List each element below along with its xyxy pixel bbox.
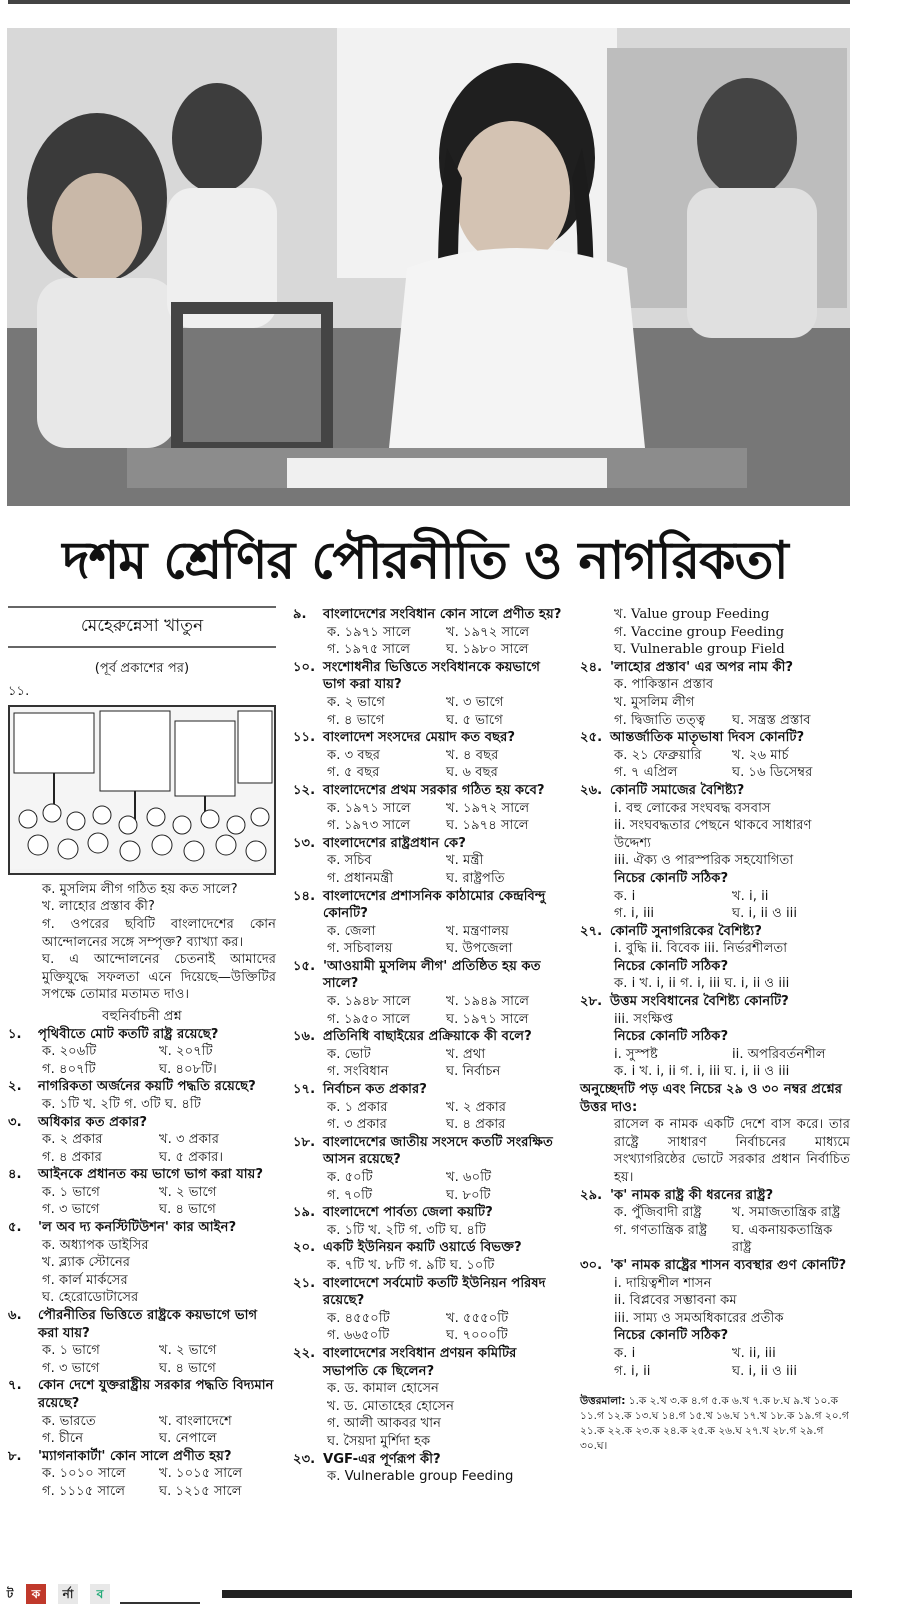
question-text: বাংলাদেশের প্রথম সরকার গঠিত হয় কবে? — [323, 782, 545, 798]
sub-question: নিচের কোনটি সঠিক? — [614, 958, 729, 974]
question-text: পৃথিবীতে মোট কতটি রাষ্ট্র রয়েছে? — [38, 1026, 219, 1042]
option-grid — [293, 694, 565, 729]
question-text: 'ক' নামক রাষ্ট্র কী ধরনের রাষ্ট্র? — [610, 1187, 774, 1203]
question-text: VGF-এর পূর্ণরূপ কী? — [323, 1451, 441, 1467]
sub-question: নিচের কোনটি সঠিক? — [614, 870, 729, 886]
question-text: বাংলাদেশ সংসদের মেয়াদ কত বছর? — [323, 730, 516, 746]
option-grid — [293, 993, 565, 1028]
question-text: কোনটি সুনাগরিকের বৈশিষ্ট্য? — [610, 923, 762, 939]
option-line: ক. i খ. i, ii গ. i, iii ঘ. i, ii ও iii — [614, 1064, 790, 1080]
question-number: ৬. — [8, 1308, 22, 1324]
question-number: ২৯. — [580, 1187, 603, 1203]
option-grid — [8, 1184, 276, 1219]
option: খ. ১০১৫ সালে — [159, 1466, 243, 1482]
mcq-item — [293, 1275, 565, 1345]
mcq-item — [8, 1307, 276, 1377]
question-line — [293, 888, 565, 923]
students-writing-exam-image — [7, 28, 850, 506]
mcq-list-col2 — [293, 606, 565, 1486]
option: ক. ৩ বছর — [327, 747, 380, 763]
statement-line: খ. ড. মোতাহের হোসেন — [327, 1398, 455, 1414]
option: ক. ১৯৭১ সালে — [327, 800, 411, 816]
option: গ. দ্বিজাতি তত্ত্ব — [614, 712, 706, 728]
option: ক. ভারতে — [42, 1413, 96, 1429]
mcq-item — [8, 1114, 276, 1167]
footer-tab-2: ক — [26, 1584, 46, 1604]
question-text: বাংলাদেশের সংবিধান প্রণয়ন কমিটির সভাপতি কে ছিলেন? — [323, 1345, 517, 1379]
option: ঘ. ১২১৫ সালে — [159, 1483, 242, 1499]
passage-text: রাসেল ক নামক একটি দেশে বাস করে। তার রাষ্ট্রে সাধারণ নির্বাচনের মাধ্যমে সংখ্যাগরিষ্ঠের ভোটে সরকার প্রধান নির্বাচিত হয়। — [614, 1117, 850, 1185]
option: ক. ২ প্রকার — [42, 1132, 103, 1148]
option: ঘ. ৮০টি — [446, 1187, 491, 1203]
question-number: ২৭. — [580, 923, 603, 939]
statement-line: ঘ. হেরোডোটাসের — [42, 1290, 139, 1306]
question-number: ৮. — [8, 1448, 22, 1464]
option-grid — [293, 624, 565, 659]
question-number: ২৫. — [580, 730, 603, 746]
option: ঘ. ৫ প্রকার। — [159, 1149, 224, 1165]
question-line — [8, 1307, 276, 1342]
mcq-list-col3 — [580, 659, 850, 1081]
option: খ. i, ii — [732, 888, 769, 904]
mcq-item — [293, 1081, 565, 1134]
option: ঘ. ৪ ভাগে — [159, 1202, 216, 1218]
option: গ. ১১১৫ সালে — [42, 1483, 126, 1499]
option: ঘ. ৬ বছর — [446, 765, 498, 781]
question-line — [293, 659, 565, 694]
question-text: বাংলাদেশের জাতীয় সংসদে কতটি সংরক্ষিত আসন রয়েছে? — [323, 1134, 553, 1168]
mcq-item — [580, 993, 850, 1081]
question-line — [8, 1026, 276, 1044]
question-text: সংশোধনীর ভিত্তিতে সংবিধানকে কয়ভাগে ভাগ করা যায়? — [323, 659, 541, 693]
option: ঘ. i, ii ও iii — [732, 1363, 797, 1379]
question-text: কোন দেশে যুক্তরাষ্ট্রীয় সরকার পদ্ধতি বিদ্যমান রয়েছে? — [38, 1378, 274, 1411]
option: খ. প্রথা — [446, 1046, 486, 1062]
mcq-item — [293, 1028, 565, 1081]
option: খ. ৫৫৫০টি — [446, 1310, 509, 1326]
vgf-options-continued — [580, 606, 850, 659]
option: ক. ১ প্রকার — [327, 1099, 388, 1115]
question-line — [8, 1114, 276, 1132]
question-line — [293, 1028, 565, 1046]
question-text: আইনকে প্রধানত কয় ভাগে ভাগ করা যায়? — [38, 1167, 264, 1183]
mcq-list-col3-passage — [580, 1187, 850, 1381]
question-text: নাগরিকতা অর্জনের কয়টি পদ্ধতি রয়েছে? — [38, 1079, 256, 1095]
statement-line: ক. Vulnerable group Feeding — [327, 1469, 514, 1485]
question-number: ৭. — [8, 1378, 22, 1394]
column-3 — [580, 606, 850, 1454]
question-number: ৯. — [293, 607, 307, 622]
mcq-item — [8, 1166, 276, 1219]
mcq-list-col1 — [8, 1026, 276, 1501]
question-line — [293, 1451, 565, 1469]
option: ঘ. i, ii ও iii — [732, 906, 797, 922]
cq-line: ক. মুসলিম লীগ গঠিত হয় কত সালে? — [42, 881, 238, 897]
question-line — [8, 1448, 276, 1466]
mcq-item — [580, 1187, 850, 1257]
option: খ. মন্ত্রী — [446, 853, 484, 869]
option: গ. ১৯৫০ সালে — [327, 1011, 411, 1027]
mcq-item — [8, 1219, 276, 1307]
question-text: পৌরনীতির ভিত্তিতে রাষ্ট্রকে কয়ভাগে ভাগ করা যায়? — [38, 1308, 258, 1341]
mcq-item — [293, 729, 565, 782]
question-number: ২৪. — [580, 659, 603, 675]
option: ঘ. উপজেলা — [446, 941, 513, 957]
question-number: ১৯. — [293, 1205, 316, 1221]
mcq-item — [293, 606, 565, 659]
option: ক. ১০১০ সালে — [42, 1466, 126, 1482]
statement-line: ক. ড. কামাল হোসেন — [327, 1381, 439, 1397]
option-grid — [8, 1413, 276, 1448]
question-text: আন্তর্জাতিক মাতৃভাষা দিবস কোনটি? — [610, 730, 805, 746]
option: ক. ২ ভাগে — [327, 694, 385, 710]
footer-strip — [0, 1578, 921, 1608]
question-number: ২২. — [293, 1345, 316, 1361]
question-number: ২৩. — [293, 1451, 316, 1467]
option: গ. গণতান্ত্রিক রাষ্ট্র — [614, 1222, 708, 1238]
answer-key-values: ১.ক ২.খ ৩.ক ৪.গ ৫.ক ৬.খ ৭.ক ৮.ঘ ৯.খ ১০.ক ১১.গ ১২.ক ১৩.ঘ ১৪.গ ১৫.খ ১৬.ঘ ১৭.খ ১৮.ক ১৯.গ ২০.গ ২১.ক ২২.ক ২৩.ক ২৪.ক ২৫.ক ২৬.ঘ ২৭.খ ২৮.গ ২৯.গ ৩০.ঘ। — [580, 1395, 849, 1453]
question-line — [8, 1166, 276, 1184]
option: ক. ভোট — [327, 1046, 371, 1062]
statement-line: খ. ব্ল্যাক স্টোনের — [42, 1255, 131, 1271]
creative-question — [8, 881, 276, 1004]
option-grid — [8, 1131, 276, 1166]
statement-line: ii. বিপ্লবের সম্ভাবনা কম — [614, 1293, 737, 1309]
option: ক. জেলা — [327, 923, 376, 939]
option: খ. ২ প্রকার — [446, 1099, 506, 1115]
option: গ. Vaccine group Feeding — [614, 624, 785, 640]
statement-line: ক. অধ্যাপক ডাইসির — [42, 1237, 149, 1253]
option: ঘ. রাষ্ট্রপতি — [446, 870, 505, 886]
option: ঘ. একনায়কতান্ত্রিক রাষ্ট্র — [732, 1222, 833, 1256]
question-number: ৫. — [8, 1220, 22, 1236]
question-line — [580, 1187, 850, 1205]
statement-line: i. বুদ্ধি ii. বিবেক iii. নির্ভরশীলতা — [614, 941, 788, 957]
question-text: একটি ইউনিয়ন কয়টি ওয়ার্ডে বিভক্ত? — [323, 1240, 522, 1256]
option: ঘ. ৪ প্রকার — [446, 1117, 506, 1133]
option-grid — [8, 1043, 276, 1078]
question-number: ১৬. — [293, 1029, 316, 1045]
option: ঘ. ১৬ ডিসেম্বর — [732, 765, 813, 781]
option-grid — [580, 712, 850, 730]
option: ঘ. ৪০৮টি। — [159, 1061, 217, 1077]
option-line: ক. i খ. i, ii গ. i, iii ঘ. i, ii ও iii — [614, 976, 790, 992]
option: ঘ. নেপালে — [159, 1431, 217, 1447]
question-number: ৪. — [8, 1167, 22, 1183]
question-line — [580, 993, 850, 1011]
option-grid — [293, 1310, 565, 1345]
option: গ. সংবিধান — [327, 1064, 389, 1080]
question-text: বাংলাদেশে সর্বমোট কতটি ইউনিয়ন পরিষদ রয়েছে? — [323, 1275, 546, 1309]
question-line — [8, 1219, 276, 1237]
mcq-item — [293, 888, 565, 958]
option-grid — [293, 1169, 565, 1204]
question-number: ২. — [8, 1079, 22, 1095]
question-line — [293, 835, 565, 853]
option: গ. চীনে — [42, 1431, 84, 1447]
question-line — [580, 1257, 850, 1275]
option: খ. ৪ বছর — [446, 747, 499, 763]
exam-photo — [7, 28, 850, 506]
language-movement-cartoon-image — [10, 707, 274, 869]
question-number: ১২. — [293, 782, 316, 798]
option: ক. ১ ভাগে — [42, 1184, 100, 1200]
question-line — [293, 1275, 565, 1310]
question-text: বাংলাদেশের সংবিধান কোন সালে প্রণীত হয়? — [323, 607, 562, 622]
option-grid — [8, 1342, 276, 1377]
question-number: ২১. — [293, 1275, 316, 1291]
option: খ. সমাজতান্ত্রিক রাষ্ট্র — [732, 1205, 841, 1221]
question-line — [580, 729, 850, 747]
footer-tab-1: ট — [6, 1587, 14, 1601]
mcq-item — [293, 659, 565, 729]
option: খ. ৩ প্রকার — [159, 1132, 219, 1148]
option: ক. ৪৫৫০টি — [327, 1310, 390, 1326]
option-grid — [8, 1465, 276, 1500]
cq-line: খ. লাহোর প্রস্তাব কী? — [42, 899, 155, 915]
mcq-item — [293, 1451, 565, 1486]
option: ক. সচিব — [327, 853, 372, 869]
footer-bar — [222, 1590, 852, 1598]
option: ঘ. ৪ ভাগে — [159, 1360, 216, 1376]
question-text: কোনটি সমাজের বৈশিষ্ট্য? — [610, 782, 745, 798]
cq-line: গ. ওপরের ছবিটি বাংলাদেশের কোন আন্দোলনের সঙ্গে সম্পৃক্ত? ব্যাখ্যা কর। — [42, 916, 276, 950]
question-line — [580, 782, 850, 800]
option: গ. ৭০টি — [327, 1187, 373, 1203]
column-1 — [8, 606, 276, 1501]
question-number: ২৮. — [580, 994, 603, 1010]
option: গ. ৭ এপ্রিল — [614, 765, 678, 781]
option: গ. প্রধানমন্ত্রী — [327, 870, 394, 886]
option: গ. ৫ বছর — [327, 765, 380, 781]
question-line — [293, 1204, 565, 1222]
question-text: 'লাহোর প্রস্তাব' এর অপর নাম কী? — [610, 659, 794, 675]
option: ঘ. সন্ত্রস্ত প্রস্তাব — [732, 712, 811, 728]
mcq-item — [293, 1345, 565, 1451]
question-number: ১১. — [293, 730, 316, 746]
answer-key-label: উত্তরমালা: — [580, 1395, 626, 1408]
question-number: ১৭. — [293, 1082, 316, 1098]
option: ক. ২১ ফেব্রুয়ারি — [614, 747, 702, 763]
statement-line: ক. পাকিস্তান প্রস্তাব — [614, 677, 714, 693]
mcq-item — [8, 1078, 276, 1113]
option: খ. ৬০টি — [446, 1170, 492, 1185]
column-2 — [293, 606, 565, 1486]
option: ক. ১৯৭১ সালে — [327, 624, 411, 640]
option: গ. ৩ ভাগে — [42, 1360, 100, 1376]
statement-line: গ. আলী আকবর খান — [327, 1416, 441, 1432]
passage-title: অনুচ্ছেদটি পড় এবং নিচের ২৯ ও ৩০ নম্বর প্রশ্নের উত্তর দাও: — [580, 1082, 842, 1115]
option: খ. ১৯৭২ সালে — [446, 624, 530, 640]
option: গ. ৩ প্রকার — [327, 1117, 387, 1133]
option: ক. i — [614, 888, 636, 904]
question-text: অধিকার কত প্রকার? — [38, 1114, 147, 1130]
mcq-item — [8, 1448, 276, 1501]
option-line: ক. ১টি খ. ২টি গ. ৩টি ঘ. ৪টি — [327, 1222, 486, 1238]
previous-note: (পূর্ব প্রকাশের পর) — [94, 660, 190, 676]
footer-tab-3: র্না — [58, 1584, 78, 1604]
option: ঘ. ৫ ভাগে — [446, 712, 503, 728]
option-line: ক. ৭টি খ. ৮টি গ. ৯টি ঘ. ১০টি — [327, 1257, 495, 1273]
question-text: 'ম্যাগনাকার্টা' কোন সালে প্রণীত হয়? — [38, 1448, 232, 1464]
mcq-item — [580, 659, 850, 729]
option-grid — [580, 1345, 850, 1380]
option-grid — [293, 852, 565, 887]
question-line — [8, 1377, 276, 1412]
option: ক. ২০৬টি — [42, 1044, 97, 1060]
question-text: 'ক' নামক রাষ্ট্রের শাসন ব্যবস্থার গুণ কোনটি? — [610, 1257, 847, 1273]
option: ii. অপরিবর্তনশীল — [732, 1046, 826, 1062]
question-line — [293, 1134, 565, 1169]
option: ক. ১৯৪৮ সালে — [327, 994, 411, 1010]
mcq-item — [8, 1377, 276, 1447]
question-number: ১৮. — [293, 1134, 316, 1150]
option: গ. ৩ ভাগে — [42, 1202, 100, 1218]
question-text: বাংলাদেশের রাষ্ট্রপ্রধান কে? — [323, 835, 466, 851]
option-grid — [293, 923, 565, 958]
option: খ. ১৯৭২ সালে — [446, 800, 530, 816]
option: i. সুস্পষ্ট — [614, 1046, 658, 1062]
footer-tab-4: ব — [90, 1584, 110, 1604]
option: গ. ৪ ভাগে — [327, 712, 385, 728]
question-number: ৩০. — [580, 1257, 603, 1273]
statement-line: i. দায়িত্বশীল শাসন — [614, 1275, 712, 1291]
option: গ. i, ii — [614, 1363, 651, 1379]
option-line: ক. ১টি খ. ২টি গ. ৩টি ঘ. ৪টি — [42, 1096, 201, 1112]
statement-line: iii. সাম্য ও সমঅধিকারের প্রতীক — [614, 1310, 784, 1326]
option-grid — [580, 1046, 850, 1064]
question-number: ১. — [8, 1026, 22, 1042]
question-text: উত্তম সংবিধানের বৈশিষ্ট্য কোনটি? — [610, 994, 789, 1010]
option: খ. বাংলাদেশে — [159, 1413, 232, 1429]
answer-key — [580, 1394, 850, 1454]
footer-line — [120, 1602, 200, 1604]
mcq-item — [293, 1239, 565, 1274]
question-number: ১৫. — [293, 958, 316, 974]
option: খ. ২ ভাগে — [159, 1184, 217, 1200]
question-line — [580, 923, 850, 941]
option: ক. i — [614, 1345, 636, 1361]
option: ঘ. Vulnerable group Field — [614, 642, 785, 658]
option: ঘ. ৭০০০টি — [446, 1328, 508, 1344]
question-number: ১৩. — [293, 835, 316, 851]
question-text: 'আওয়ামী মুসলিম লীগ' প্রতিষ্ঠিত হয় কত সালে? — [323, 958, 541, 992]
mcq-item — [293, 1134, 565, 1204]
option: খ. ২৬ মার্চ — [732, 747, 789, 763]
option-grid — [580, 1204, 850, 1257]
option: খ. ২০৭টি — [159, 1044, 213, 1060]
mcq-item — [580, 923, 850, 993]
statement-line: গ. কার্ল মার্কসের — [42, 1272, 128, 1288]
mcq-item — [580, 1257, 850, 1380]
option: খ. Value group Feeding — [614, 607, 770, 622]
option: গ. ৬৬৫০টি — [327, 1328, 390, 1344]
question-text: 'ল অব দ্য কনস্টিটিউশন' কার আইন? — [38, 1220, 237, 1236]
statement-line: ঘ. সৈয়দা মুর্শিদা হক — [327, 1433, 431, 1449]
cartoon-illustration — [8, 705, 276, 875]
question-line — [293, 958, 565, 993]
question-text: প্রতিনিধি বাছাইয়ের প্রক্রিয়াকে কী বলে? — [323, 1029, 532, 1045]
question-text: বাংলাদেশে পার্বত্য জেলা কয়টি? — [323, 1205, 493, 1221]
option-grid — [293, 800, 565, 835]
option: গ. ৪ প্রকার — [42, 1149, 102, 1165]
question-text: বাংলাদেশের প্রশাসনিক কাঠামোর কেন্দ্রবিন্দু কোনটি? — [323, 888, 546, 922]
option: খ. ii, iii — [732, 1345, 776, 1361]
question-line — [580, 659, 850, 677]
option: খ. মন্ত্রণালয় — [446, 923, 509, 939]
mcq-item — [8, 1026, 276, 1079]
option-grid — [580, 888, 850, 923]
cq-number: ১১. — [8, 684, 30, 700]
option: ক. ৫০টি — [327, 1170, 373, 1185]
mcq-item — [293, 958, 565, 1028]
option: গ. ১৯৭৫ সালে — [327, 642, 411, 658]
headline: দশম শ্রেণির পৌরনীতি ও নাগরিকতা — [62, 531, 788, 591]
option: ক. ১ ভাগে — [42, 1343, 100, 1359]
cq-line: ঘ. এ আন্দোলনের চেতনাই আমাদের মুক্তিযুদ্ধে সফলতা এনে দিয়েছে—উক্তিটির সপক্ষে তোমার মতামত দাও। — [42, 952, 276, 1003]
option: খ. ৩ ভাগে — [446, 694, 504, 710]
question-number: ১৪. — [293, 888, 316, 904]
question-text: নির্বাচন কত প্রকার? — [323, 1082, 427, 1098]
mcq-item — [293, 782, 565, 835]
statement-line: খ. মুসলিম লীগ — [614, 694, 695, 710]
option: ক. পুঁজিবাদী রাষ্ট্র — [614, 1205, 702, 1221]
option-grid — [580, 747, 850, 782]
question-line — [293, 1081, 565, 1099]
question-line — [293, 1239, 565, 1257]
option: ঘ. ১৯৭১ সালে — [446, 1011, 529, 1027]
question-number: ২০. — [293, 1240, 316, 1256]
question-line — [293, 782, 565, 800]
question-line — [293, 729, 565, 747]
option: খ. ১৯৪৯ সালে — [446, 994, 530, 1010]
statement-line: i. বহু লোকের সংঘবদ্ধ বসবাস — [614, 800, 771, 816]
option: গ. সচিবালয় — [327, 941, 393, 957]
top-rule — [8, 0, 850, 4]
mcq-item — [580, 729, 850, 782]
option: ঘ. ১৯৮০ সালে — [446, 642, 529, 658]
question-line — [293, 606, 565, 624]
statement-line: iii. ঐক্য ও পারস্পরিক সহযোগিতা — [614, 853, 794, 869]
option: গ. i, iii — [614, 906, 655, 922]
mcq-item — [580, 782, 850, 923]
option: ঘ. নির্বাচন — [446, 1064, 501, 1080]
question-number: ২৬. — [580, 782, 603, 798]
option-grid — [293, 1046, 565, 1081]
mcq-item — [293, 835, 565, 888]
option: গ. ৪০৭টি — [42, 1061, 96, 1077]
question-line — [8, 1078, 276, 1096]
statement-line: ii. সংঘবদ্ধতার পেছনে থাকবে সাধারণ উদ্দেশ্য — [614, 818, 812, 851]
option-grid — [293, 1099, 565, 1134]
author-name: মেহেরুন্নেসা খাতুন — [80, 616, 204, 636]
option: ঘ. ১৯৭৪ সালে — [446, 818, 529, 834]
question-line — [293, 1345, 565, 1380]
statement-line: iii. সংক্ষিপ্ত — [614, 1011, 674, 1027]
sub-question: নিচের কোনটি সঠিক? — [614, 1029, 729, 1045]
mcq-title: বহুনির্বাচনী প্রশ্ন — [102, 1008, 182, 1024]
question-number: ৩. — [8, 1114, 22, 1130]
option-grid — [293, 747, 565, 782]
option: গ. ১৯৭৩ সালে — [327, 818, 411, 834]
sub-question: নিচের কোনটি সঠিক? — [614, 1328, 729, 1344]
mcq-item — [293, 1204, 565, 1239]
option: খ. ২ ভাগে — [159, 1343, 217, 1359]
question-number: ১০. — [293, 659, 316, 675]
